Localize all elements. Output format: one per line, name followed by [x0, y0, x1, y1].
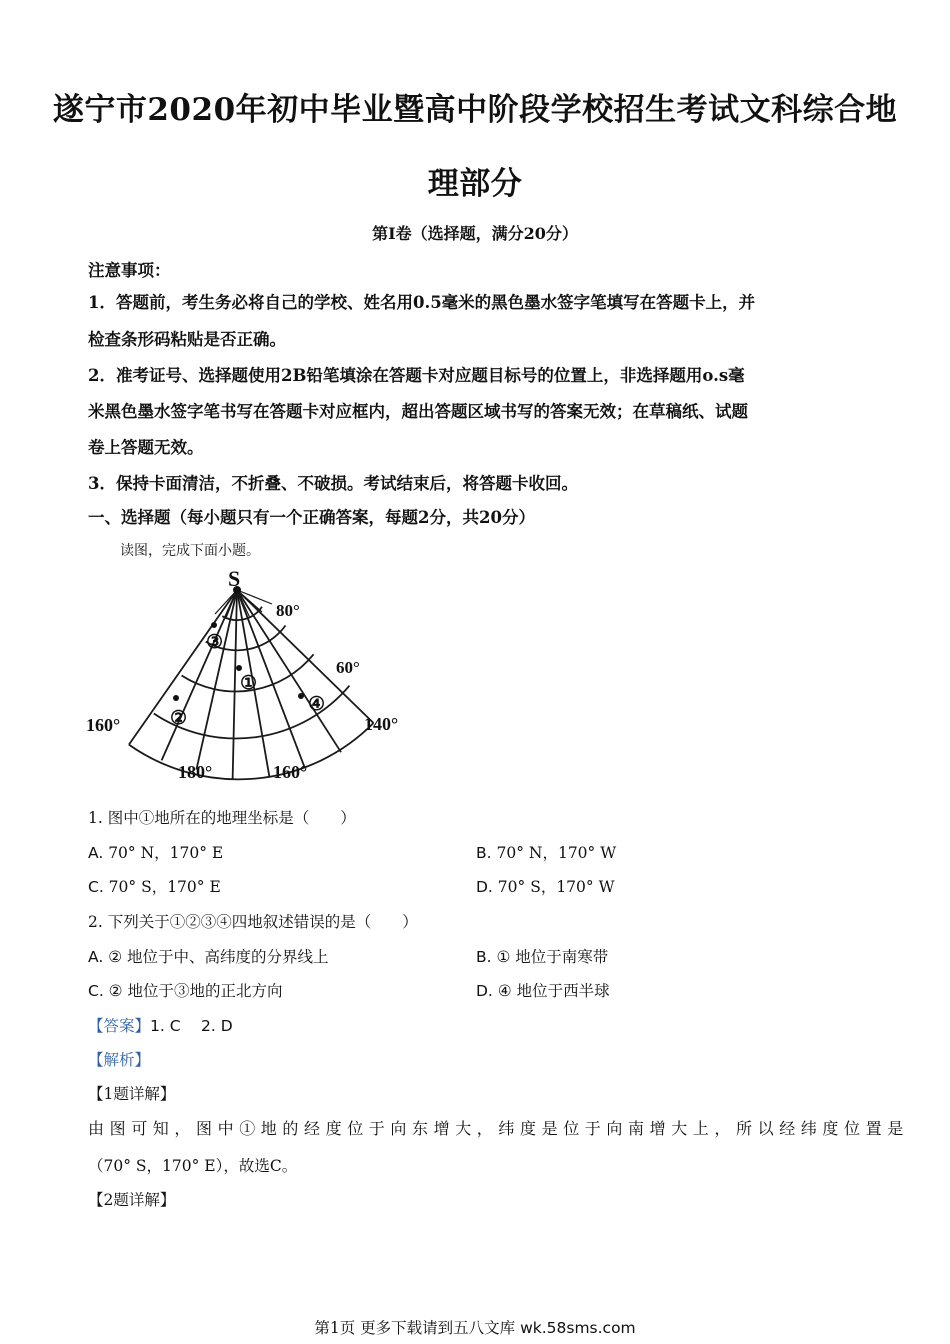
option-letter: B. — [476, 948, 492, 966]
part-heading: 一、选择题（每小题只有一个正确答案，每题2分，共20分） — [88, 508, 535, 527]
point-3-label: ③ — [206, 632, 224, 653]
option-letter: C. — [88, 982, 104, 1000]
polar-projection-figure — [82, 568, 412, 786]
answer-line — [88, 1014, 233, 1036]
point-1-dot — [236, 665, 242, 671]
q1-detail-line-1: 由图可知，图中①地的经度位于向东增大，纬度是位于向南增大上，所以经纬度位置是 — [88, 1119, 909, 1138]
option-text: 70° S，170° E — [103, 878, 221, 896]
read-prompt: 读图，完成下面小题。 — [120, 543, 260, 559]
point-2-label: ② — [170, 708, 188, 729]
question-1-option-b — [476, 841, 616, 863]
point-4-label: ④ — [308, 694, 326, 715]
point-3-dot — [211, 622, 217, 628]
question-2-stem: 2. 下列关于①②③④四地叙述错误的是（ ） — [88, 913, 418, 931]
longitude-180-label: 180° — [178, 762, 213, 782]
notice-1-line-2: 检查条形码粘贴是否正确。 — [88, 330, 286, 349]
question-1-option-c — [88, 875, 221, 897]
notice-3: 3．保持卡面清洁，不折叠、不破损。考试结束后，将答题卡收回。 — [88, 474, 578, 493]
question-1-stem: 1. 图中①地所在的地理坐标是（ ） — [88, 809, 356, 827]
latitude-80-label: 80° — [276, 601, 300, 620]
option-text: ② 地位于中、高纬度的分界线上 — [103, 948, 329, 966]
question-1-option-d — [476, 875, 615, 897]
option-letter: C. — [88, 878, 104, 896]
document-title-line-2: 理部分 — [427, 166, 523, 202]
footer-page-text: 第1页 更多下载请到五八文库 — [314, 1319, 516, 1337]
q1-detail-tag: 【1题详解】 — [88, 1085, 176, 1103]
option-text: ④ 地位于西半球 — [492, 982, 610, 1000]
point-1-label: ① — [240, 673, 258, 694]
option-letter: A. — [88, 948, 104, 966]
question-2-option-b — [476, 945, 608, 967]
notice-2-line-1: 2．准考证号、选择题使用2B铅笔填涂在答题卡对应题目标号的位置上，非选择题用o.s毫 — [88, 366, 745, 385]
section-heading: 第Ⅰ卷（选择题，满分20分） — [372, 224, 578, 243]
option-text: ① 地位于南寒带 — [491, 948, 609, 966]
option-text: 70° N，170° W — [491, 844, 617, 862]
answer-text: 1. C 2. D — [150, 1017, 233, 1035]
question-2-option-d — [476, 979, 610, 1001]
option-letter: B. — [476, 844, 492, 862]
option-text: 70° S，170° W — [492, 878, 615, 896]
answer-tag: 【答案】 — [88, 1017, 151, 1035]
option-text: 70° N，170° E — [103, 844, 224, 862]
longitude-160-bottom-label: 160° — [273, 762, 308, 782]
option-letter: A. — [88, 844, 104, 862]
notice-1-line-1: 1．答题前，考生务必将自己的学校、姓名用0.5毫米的黑色墨水签字笔填写在答题卡上，并 — [88, 293, 756, 312]
q1-detail-line-2: （70° S，170° E），故选C。 — [88, 1157, 298, 1175]
question-2-option-a — [88, 945, 329, 967]
analysis-tag: 【解析】 — [88, 1051, 151, 1069]
pole-label: S — [228, 568, 241, 591]
notice-heading: 注意事项： — [88, 261, 171, 280]
question-2-option-c — [88, 979, 283, 1001]
q2-detail-tag: 【2题详解】 — [88, 1191, 176, 1209]
notice-2-line-3: 卷上答题无效。 — [88, 438, 204, 457]
page-footer — [0, 1316, 950, 1338]
question-1-option-a — [88, 841, 223, 863]
footer-site-link[interactable]: wk.58sms.com — [520, 1319, 636, 1337]
option-text: ② 地位于③地的正北方向 — [103, 982, 283, 1000]
longitude-160-left-label: 160° — [86, 715, 121, 735]
latitude-60-label: 60° — [336, 658, 360, 677]
document-title-line-1: 遂宁市2020年初中毕业暨高中阶段学校招生考试文科综合地 — [52, 92, 898, 128]
notice-2-line-2: 米黑色墨水签字笔书写在答题卡对应框内，超出答题区域书写的答案无效；在草稿纸、试题 — [88, 402, 748, 421]
option-letter: D. — [476, 878, 493, 896]
option-letter: D. — [476, 982, 493, 1000]
longitude-140-label: 140° — [364, 714, 399, 734]
point-4-dot — [298, 693, 304, 699]
point-2-dot — [173, 695, 179, 701]
